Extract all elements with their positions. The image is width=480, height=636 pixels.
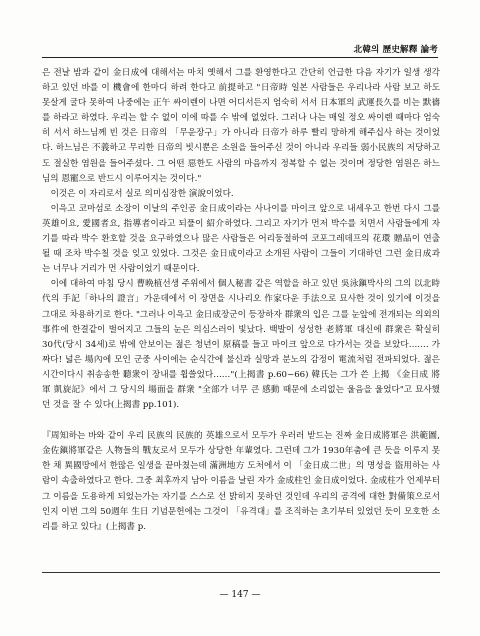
paragraph: 이에 대하여 마침 당시 曹晩植선생 주위에서 個人秘書 같은 역할을 하고 있던 吳泳鎭박사의 그의 以北時代의 手記「하나의 證言」가운데에서 이 장면을 시나리오 作家다운 手法으로 묘사한 것이 있기에 이것을 그대로 차용하기로 한다. "그러나 이윽고 金日成장군이 등장하자 群衆의 입은 그를 눈앞에 전개되는 의외의 事件에 한결같이 벌어지고 그들의 눈은 의심스러이 빛났다. 백발이 성성한 老將軍 대신에 群衆은 확실히 30代(당시 34세)로 밖에 안보이는 젊은 청년이 原稿를 들고 마이크 앞으로 다가서는 것을 보았다……. 가짜다! 넓은 場內에 모인 군중 사이에는 순식간에 불신과 실망과 분노의 감정이 電流처럼 전파되었다. 젊은 시간이다시 취송송한 聽衆이 장내를 휩쓸었다……"(上揭書 p.60~66) 韓氏는 그가 쓴 上揭 《金日成 將軍 凱旋記》에서 그 당시의 場面을 群衆 "全部가 너무 큰 感動 때문에 소리없는 울음을 울었다"고 묘사했던 것을 잘 수 있다(上揭書 pp.101). — [42, 279, 440, 411]
body-text — [42, 66, 440, 535]
page-number: — 147 — — [219, 590, 261, 600]
paragraph: 이윽고 코마섬로 소장이 이날의 주인공 金日成이라는 사나이를 마이크 앞으로 내세우고 한번 다시 그를 英雄이요, 愛國者요, 指導者이라고 되풀이 紹介하였다. 그리고 자기가 먼저 박수를 치면서 사람들에게 자기를 따라 박수 환호할 것을 요구하였으나 많은 사람들은 어리둥절하여 코포그레데프의 花環 贈品이 연출될 때 조차 박수칠 것을 잊고 있었다. 그것은 金日成이라고 소개된 사람이 그들이 기대하던 그런 金日成과는 너무나 거리가 먼 사람이었기 때문이다. — [42, 203, 440, 275]
header-rule — [42, 57, 438, 58]
quoted-paragraph: 『周知하는 바와 같이 우리 民族의 民族的 英雄으로서 모두가 우러러 받드는 진짜 金日成將軍은 洪範圖, 金佐鎭將軍같은 人物들의 戰友로서 모두가 상당한 年輩였다. 그런데 그가 1930年춤에 큰 듯을 이루지 못한 채 異國땅에서 한많은 일생을 끝마쳤는데 滿洲地方 도처에서 이 「金日成二世」의 명성을 盜用하는 사람이 속출하였다고 한다. 그중 최후까지 남아 이름을 날린 자가 金成柱인 金日成이었다. 金成柱가 언제부터 그 이름을 도용하게 되었는가는 자기를 스스로 선 밝히지 못하던 것인데 우리의 공격에 대한 對備策으로서인지 이번 그의 50週年 生日 기념문헌에는 그것이 「유격대」를 조직하는 초기부터 있었던 듯이 모호한 소리를 하고 있다』(上揭書 p. — [42, 431, 441, 532]
running-header: 北韓의 歷史解釋 論考 — [353, 45, 438, 55]
paragraph: 이것은 이 자리로서 실로 의미심장한 演說이었다. — [50, 188, 234, 199]
section-divider — [42, 572, 440, 573]
paragraph: 은 전날 밤과 같이 金日成에 대해서는 마치 옛해서 그를 환영한다고 간단히 언급한 다음 자기가 일생 생각하고 있던 바를 이 機會에 한마디 하려 한다고 前提하고 "日帝時 일본 사람들은 우리나라 사람 보고 하도 못살게 굴다 못하여 나중에는 正午 싸이렌이 나면 어디서든지 엄숙히 서서 日本軍의 武運長久를 비는 默禱를 하라고 하였다. 우리는 할 수 없이 이에 따를 수 밖에 없었다. 그러나 나는 매일 정오 싸이렌 때마다 엄숙히 서서 하느님께 빈 것은 日帝의 「무운장구」가 아니라 日帝가 하루 빨리 망하게 해주십사 하는 것이었다. 하느님은 不義하고 무리한 日帝의 빗시뿐은 소원을 들어주신 것이 아니라 우리들 弱小民族의 저당하고도 절실한 염원을 들어주셨다. 그 어떤 惡한도 사람의 마음까지 정복할 수 없는 것이며 정당한 염원은 하느님의 恩寵으로 반드시 이루어지는 것이다." — [42, 68, 440, 184]
